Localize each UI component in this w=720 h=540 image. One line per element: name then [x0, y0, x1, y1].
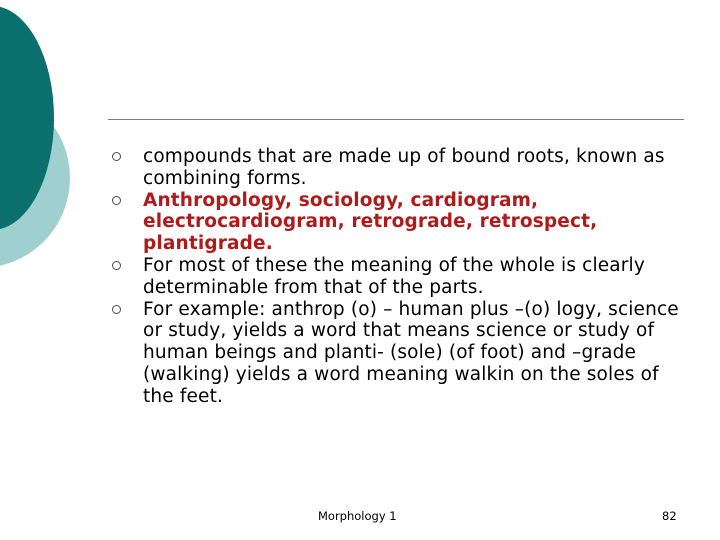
decorative-circles [0, 0, 80, 300]
circle-bullet-icon [112, 152, 121, 161]
bullet-text: For most of these the meaning of the whole is clearly determinable from that of the parts. [143, 254, 645, 298]
bullet-text: compounds that are made up of bound roots, known as combining forms. [143, 146, 665, 189]
bullet-text: Anthropology, sociology, cardiogram, electrocardiogram, retrograde, retrospect, plantigrade. [143, 189, 598, 255]
bullet-list [112, 146, 692, 408]
bullet-item-highlighted [112, 190, 692, 255]
bullet-text: For example: anthrop (o) – human plus –(o) logy, science or study, yields a word that means science or study of human beings and planti- (sole) (of foot) and –grade (walking) yields a word meaning walkin on the soles of the feet. [143, 298, 679, 407]
bullet-item [112, 299, 692, 408]
page-number: 82 [662, 509, 677, 523]
footer-title: Morphology 1 [318, 509, 397, 523]
circle-bullet-icon [112, 305, 121, 314]
title-divider-line [108, 119, 684, 120]
bullet-item [112, 146, 692, 190]
circle-bullet-icon [112, 196, 121, 205]
circle-bullet-icon [112, 261, 121, 270]
bullet-item [112, 255, 692, 299]
